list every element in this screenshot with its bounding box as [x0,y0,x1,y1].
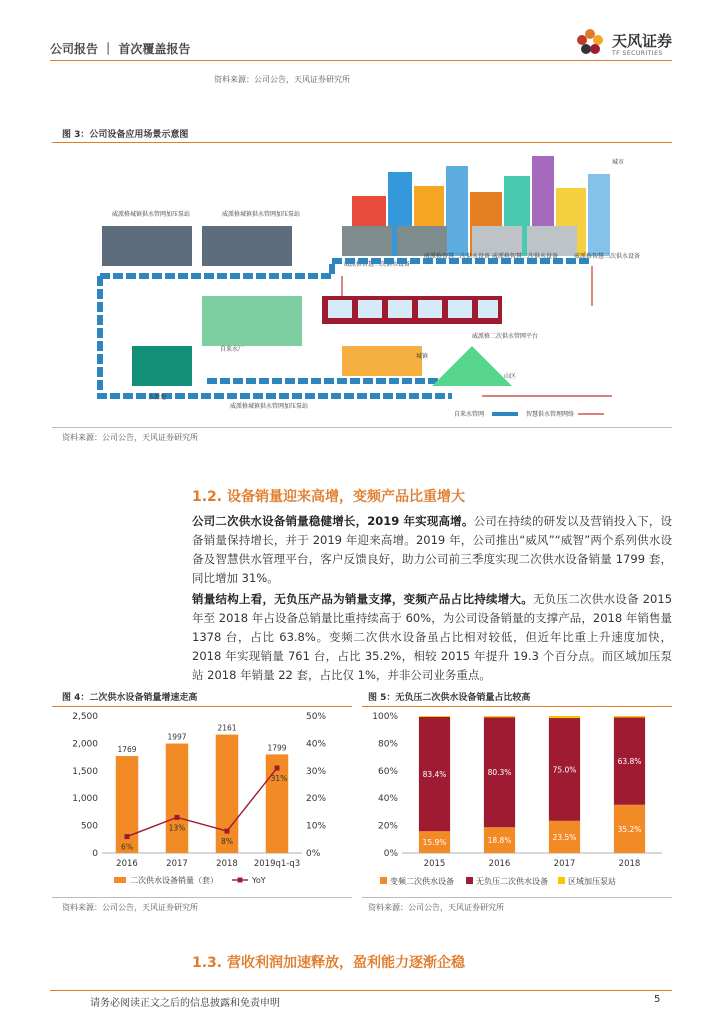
figure3-source-note: 资料来源：公司公告，天风证券研究所 [62,433,198,442]
segment-value-label: 63.8% [617,757,642,767]
y-tick-label: 40% [377,794,398,805]
bar-2017 [166,744,189,853]
brand-name-cn: 天风证券 [612,32,673,50]
y-tick-label: 1,500 [72,766,98,777]
bar-segment-2017 [549,716,580,718]
bar-value-label: 1997 [167,732,187,742]
legend-label: 变频二次供水设备 [390,877,454,886]
bar-segment-2015 [419,716,450,717]
yoy-value-label: 31% [270,774,288,784]
town-image [342,346,422,376]
para1-body: 公司在持续的研发以及营销投入下，设备销量保持增长，并于 2019 年迎来高增。2019 年，公司推出“威风”“威智”两个系列供水设备及智慧供水管理平台，客户反馈良好，助力公司前三季度实现二次供水设备销量 1799 套，同比增加 31%。 [192,514,673,585]
legend-swatch [380,877,387,884]
y-tick-label: 2,500 [72,712,98,722]
segment-value-label: 80.3% [487,768,512,778]
para2-body: 无负压二次供水设备 2015 年至 2018 年占设备总销量比重持续高于 60%，为公司设备销量的支撑产品，2018 年销售量 1378 台，占比 63.8%。变频二次供水设备虽占比相对较低，但近年比重上升速度加快，2018 年实现销量 761 台，占比 35.2%，相较 2015 年提升 19.3 个百分点。而区域加压泵站 2018 年销量 22 套，占比仅 1%，并非公司业务重点。 [192,592,673,682]
y2-tick-label: 20% [306,794,327,805]
yoy-value-label: 8% [221,837,233,847]
segment-value-label: 35.2% [617,824,642,834]
yoy-point [125,834,130,839]
x-tick-label: 2019q1-q3 [253,859,301,869]
y2-tick-label: 40% [306,739,327,750]
x-tick-label: 2016 [488,859,511,869]
y-tick-label: 60% [377,766,398,777]
product-share-chart [362,708,672,908]
y-tick-label: 100% [372,712,398,722]
x-tick-label: 2018 [216,859,238,869]
footer-rule [50,990,672,991]
segment-value-label: 83.4% [422,770,447,780]
figure4-source-note: 资料来源：公司公告，天风证券研究所 [62,903,198,912]
yoy-value-label: 13% [168,823,186,833]
footer-disclaimer: 请务必阅读正文之后的信息披露和免责申明 [90,998,280,1009]
water-source-image [132,346,192,386]
x-tick-label: 2016 [116,859,138,869]
y2-tick-label: 0% [306,849,321,859]
y2-tick-label: 50% [306,712,327,722]
diagram-legend [454,410,604,418]
x-tick-label: 2018 [618,859,641,869]
city-label: 城市 [612,159,625,166]
water-source-label: 水源地 [148,394,167,401]
figure4-top-rule [52,706,352,707]
legend-swatch [558,877,565,884]
smart-equipment-label-2: 威派格智慧二次供水设备 [424,253,491,260]
yoy-point [225,829,230,834]
y-tick-label: 20% [377,821,398,832]
top-source-note: 资料来源：公司公告，天风证券研究所 [214,75,350,84]
y-tick-label: 1,000 [72,794,98,805]
para2-lead: 销量结构上看，无负压产品为销量支撑，变频产品占比持续增大。 [192,592,533,606]
pump-station-bottom-label: 威派格城镇供水管网加压泵站 [230,403,309,410]
legend-line-label: YoY [252,876,266,885]
bar-value-label: 1799 [267,743,287,753]
x-tick-label: 2015 [423,859,446,869]
sales-volume-chart [52,708,352,908]
legend-bar-swatch [114,877,126,883]
pump-station-left-label: 威派格城镇供水管网加压泵站 [112,211,191,218]
yoy-point [275,766,280,771]
legend-swatch [466,877,473,884]
figure3-bottom-rule [52,427,672,428]
figure3-top-rule [52,142,672,143]
section-1-3-heading: 1.3. 营收利润加速释放，盈利能力逐渐企稳 [192,955,465,971]
pump-station-right-label: 威派格城镇供水管网加压泵站 [222,211,301,218]
smart-equipment-label-1: 威派格智慧二次供水设备 [344,261,411,268]
figure5-label: 图 5：无负压二次供水设备销量占比较高 [368,693,531,703]
y2-tick-label: 10% [306,821,327,832]
smart-equipment-label-3: 威派格智慧二次供水设备 [492,253,559,260]
bar-2018 [216,735,239,853]
report-header-title: 公司报告 ｜ 首次覆盖报告 [50,42,191,56]
yoy-line [127,768,277,837]
header-rule [50,60,672,61]
waterworks-image [202,296,302,346]
x-tick-label: 2017 [553,859,576,869]
yoy-point [175,815,180,820]
brand-name-en: TF SECURITIES [612,50,663,57]
section-1-2-heading: 1.2. 设备销量迎来高增，变频产品比重增大 [192,489,465,505]
yoy-value-label: 6% [121,842,133,852]
figure5-source-note: 资料来源：公司公告，天风证券研究所 [368,903,504,912]
legend-label: 无负压二次供水设备 [476,877,548,886]
platform-label: 威派格二次供水管网平台 [472,333,539,340]
page-number: 5 [654,994,661,1005]
segment-value-label: 18.8% [487,836,512,846]
section-1-2-paragraph-1 [192,512,672,588]
legend-bar-label: 二次供水设备销量（套） [130,876,218,885]
mountain-image [432,346,512,386]
y-tick-label: 0% [383,849,398,859]
para1-lead: 公司二次供水设备销量稳健增长，2019 年实现高增。 [192,514,474,528]
segment-value-label: 75.0% [552,765,577,775]
application-scene-diagram [52,146,672,426]
y2-tick-label: 30% [306,766,327,777]
segment-value-label: 23.5% [552,832,577,842]
waterworks-label: 自来水厂 [220,346,245,353]
flower-logo-icon [577,29,603,54]
section-1-2-paragraph-2 [192,590,672,685]
bar-value-label: 1769 [117,745,137,755]
bar-segment-2016 [484,716,515,717]
mountain-label: 山区 [504,373,517,380]
bar-value-label: 2161 [217,723,237,733]
y-tick-label: 80% [377,739,398,750]
pump-station-left [102,226,292,266]
figure4-bottom-rule [52,897,352,898]
legend-line-marker [238,878,243,883]
figure3-label: 图 3：公司设备应用场景示意图 [62,130,189,140]
figure4-label: 图 4：二次供水设备销量增速走高 [62,693,198,703]
bar-segment-2018 [614,716,645,717]
figure5-bottom-rule [362,897,672,898]
figure5-top-rule [362,706,672,707]
x-tick-label: 2017 [166,859,188,869]
legend-label: 区域加压泵站 [568,877,616,886]
smart-equipment-label-4: 威派格智慧二次供水设备 [574,253,641,260]
town-label: 城镇 [416,353,429,360]
segment-value-label: 15.9% [422,838,447,848]
y-tick-label: 0 [92,849,98,859]
y-tick-label: 2,000 [72,739,98,750]
y-tick-label: 500 [80,821,98,832]
legend-smart-label: 智慧供水管理网络 [526,411,575,418]
legend-pipe-label: 自来水管网 [454,411,485,418]
